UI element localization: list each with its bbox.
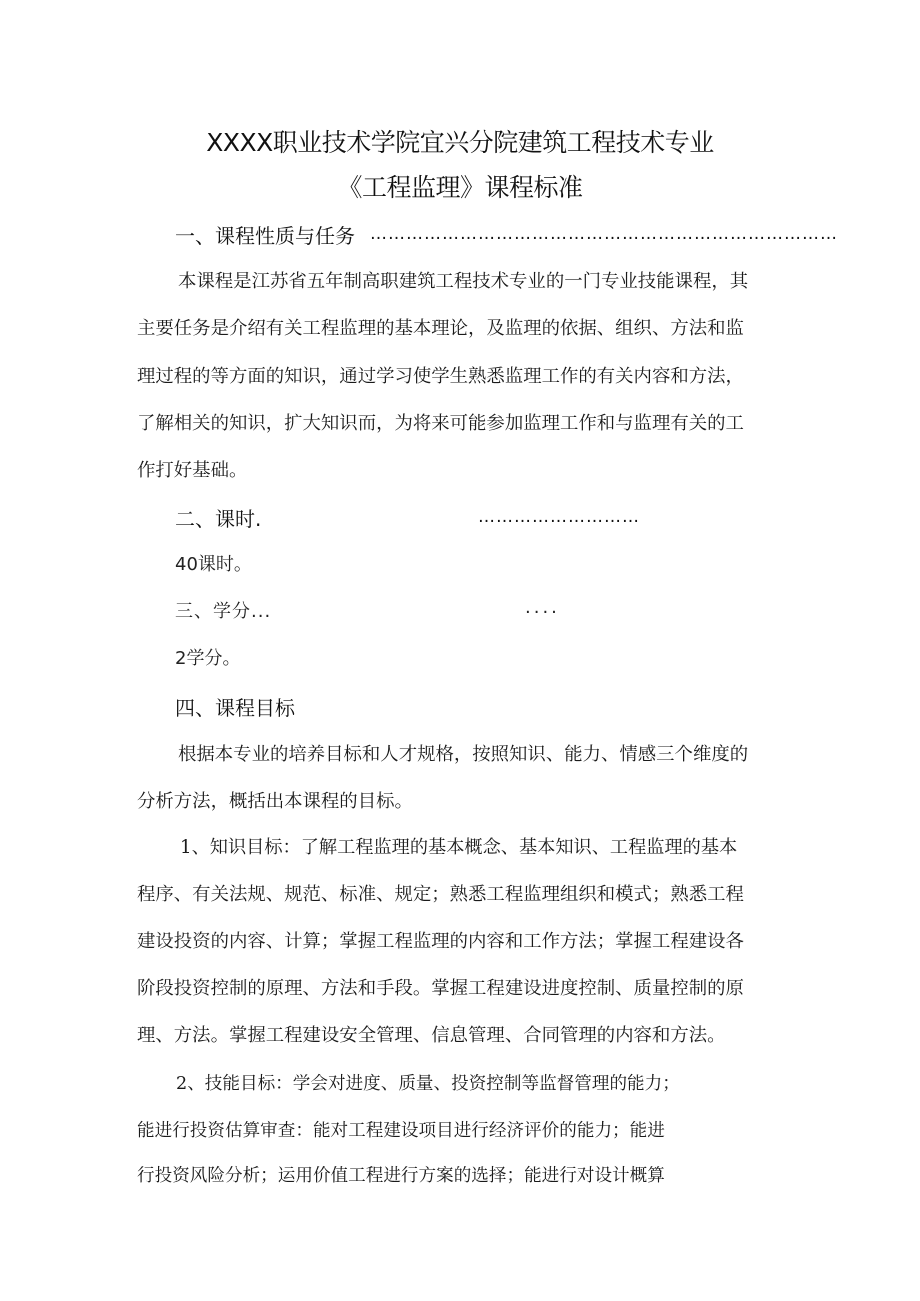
section-1-line-3: 理过程的等方面的知识，通过学习使学生熟悉监理工作的有关内容和方法，: [137, 366, 744, 387]
section-1-line-2: 主要任务是介绍有关工程监理的基本理论，及监理的依据、组织、方法和监: [137, 318, 744, 339]
knowledge-goal-line-5: 理、方法。掌握工程建设安全管理、信息管理、合同管理的内容和方法。: [137, 1025, 726, 1046]
section-3-value: 2学分。: [175, 648, 241, 669]
skill-goal-line-3: 行投资风险分析；运用价值工程进行方案的选择；能进行对设计概算: [137, 1166, 665, 1186]
section-4-heading: 四、课程目标: [175, 696, 295, 720]
section-1-line-5: 作打好基础。: [137, 460, 248, 481]
section-1-toc-leader: ……………………………………………………………………: [370, 224, 838, 244]
document-title-line-2: 《工程监理》课程标准: [337, 173, 583, 202]
knowledge-goal-line-3: 建设投资的内容、计算；掌握工程监理的内容和工作方法；掌握工程建设各: [137, 931, 744, 952]
knowledge-goal-line-1: 1、知识目标：了解工程监理的基本概念、基本知识、工程监理的基本: [180, 837, 738, 858]
knowledge-goal-line-4: 阶段投资控制的原理、方法和手段。掌握工程建设进度控制、质量控制的原: [137, 978, 744, 999]
section-4-intro-line-1: 根据本专业的培养目标和人才规格，按照知识、能力、情感三个维度的: [178, 744, 749, 765]
section-3-heading: 三、学分...: [175, 601, 272, 622]
section-2-value: 40课时。: [175, 554, 252, 575]
section-1-line-1: 本课程是江苏省五年制高职建筑工程技术专业的一门专业技能课程，其: [178, 271, 749, 292]
section-1-heading: 一、课程性质与任务: [175, 224, 355, 248]
section-3-toc-leader: ....: [525, 597, 560, 618]
section-2-toc-leader: ………………………: [478, 507, 640, 527]
skill-goal-line-1: 2、技能目标：学会对进度、质量、投资控制等监督管理的能力；: [176, 1074, 680, 1094]
knowledge-goal-line-2: 程序、有关法规、规范、标准、规定；熟悉工程监理组织和模式；熟悉工程: [137, 884, 744, 905]
section-1-line-4: 了解相关的知识，扩大知识而，为将来可能参加监理工作和与监理有关的工: [137, 413, 744, 434]
section-4-intro-line-2: 分析方法，概括出本课程的目标。: [137, 791, 413, 812]
section-2-heading: 二、课时.: [175, 507, 262, 531]
skill-goal-line-2: 能进行投资估算审查：能对工程建设项目进行经济评价的能力；能进: [137, 1121, 665, 1141]
document-title-line-1: XXXX职业技术学院宜兴分院建筑工程技术专业: [206, 128, 714, 157]
